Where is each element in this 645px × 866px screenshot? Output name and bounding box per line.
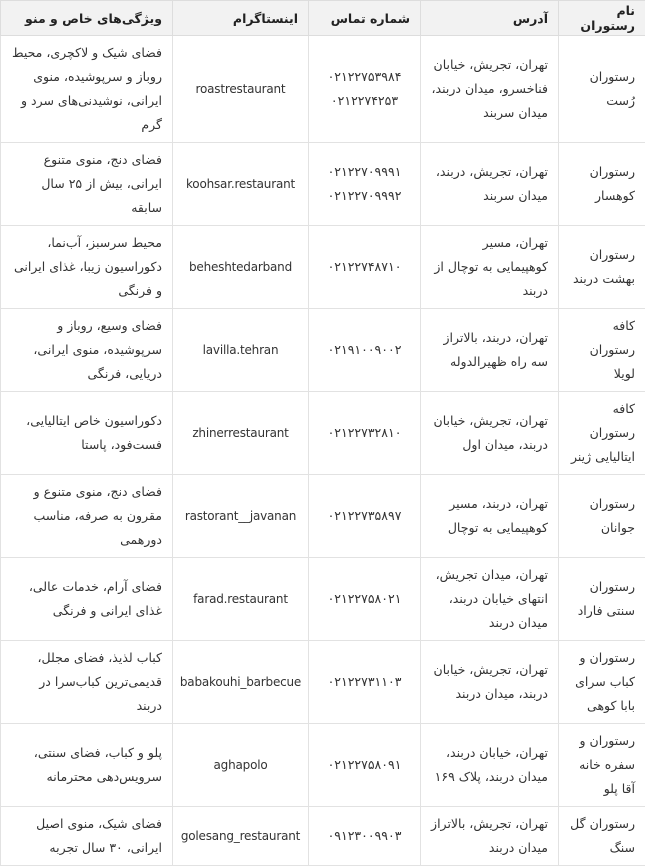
header-features: ویژگی‌های خاص و منو [1, 1, 173, 36]
phone-number: ۰۲۱۹۱۰۰۹۰۰۲ [319, 338, 410, 362]
cell-instagram: zhinerrestaurant [173, 392, 309, 475]
cell-features: فضای شیک، منوی اصیل ایرانی، ۳۰ سال تجربه [1, 807, 173, 866]
cell-address: تهران، دربند، مسیر کوهپیمایی به توچال [421, 475, 559, 558]
header-phone: شماره تماس [309, 1, 421, 36]
table-row [1, 226, 645, 309]
cell-name: رستوران بهشت دربند [559, 226, 645, 309]
cell-features: محیط سرسبز، آب‌نما، دکوراسیون زیبا، غذای ایرانی و فرنگی [1, 226, 173, 309]
cell-address: تهران، تجریش، دربند، میدان سربند [421, 143, 559, 226]
cell-address: تهران، مسیر کوهپیمایی به توچال از دربند [421, 226, 559, 309]
table-header [1, 1, 645, 36]
cell-phone [309, 475, 421, 558]
cell-instagram: rastorant__javanan [173, 475, 309, 558]
cell-phone [309, 392, 421, 475]
cell-address: تهران، تجریش، خیابان دربند، میدان اول [421, 392, 559, 475]
phone-number: ۰۲۱۲۲۷۵۸۰۹۱ [319, 753, 410, 777]
cell-instagram: roastrestaurant [173, 36, 309, 143]
cell-phone [309, 558, 421, 641]
cell-features: کباب لذیذ، فضای مجلل، قدیمی‌ترین کباب‌سرا در دربند [1, 641, 173, 724]
cell-name: رستوران و سفره خانه آقا پلو [559, 724, 645, 807]
cell-address: تهران، تجریش، بالاتراز میدان دربند [421, 807, 559, 866]
cell-name: کافه رستوران لویلا [559, 309, 645, 392]
cell-name: رستوران رُست [559, 36, 645, 143]
cell-phone [309, 641, 421, 724]
cell-name: رستوران کوهسار [559, 143, 645, 226]
phone-number: ۰۹۱۲۳۰۰۹۹۰۳ [319, 824, 410, 848]
header-name: نام رستوران [559, 1, 645, 36]
table-row [1, 807, 645, 866]
cell-features: فضای آرام، خدمات عالی، غذای ایرانی و فرنگی [1, 558, 173, 641]
table-row [1, 143, 645, 226]
phone-number: ۰۲۱۲۲۷۴۲۵۳ [319, 89, 410, 113]
cell-features: فضای شیک و لاکچری، محیط روباز و سرپوشیده، منوی ایرانی، نوشیدنی‌های سرد و گرم [1, 36, 173, 143]
cell-phone [309, 226, 421, 309]
cell-name: رستوران گل سنگ [559, 807, 645, 866]
cell-address: تهران، تجریش، خیابان فناخسرو، میدان دربند، میدان سربند [421, 36, 559, 143]
cell-name: رستوران جوانان [559, 475, 645, 558]
table-row [1, 558, 645, 641]
cell-phone [309, 143, 421, 226]
phone-number: ۰۲۱۲۲۷۴۸۷۱۰ [319, 255, 410, 279]
cell-address: تهران، تجریش، خیابان دربند، میدان دربند [421, 641, 559, 724]
cell-features: فضای دنج، منوی متنوع ایرانی، بیش از ۲۵ سال سابقه [1, 143, 173, 226]
phone-number: ۰۲۱۲۲۷۳۲۸۱۰ [319, 421, 410, 445]
header-address: آدرس [421, 1, 559, 36]
cell-instagram: beheshtedarband [173, 226, 309, 309]
cell-phone [309, 807, 421, 866]
table-row [1, 724, 645, 807]
cell-address: تهران، میدان تجریش، انتهای خیابان دربند، میدان دربند [421, 558, 559, 641]
cell-name: رستوران و کباب سرای بابا کوهی [559, 641, 645, 724]
cell-phone [309, 309, 421, 392]
cell-phone [309, 36, 421, 143]
header-instagram: اینستاگرام [173, 1, 309, 36]
cell-instagram: lavilla.tehran [173, 309, 309, 392]
cell-name: رستوران سنتی فاراد [559, 558, 645, 641]
table-row [1, 641, 645, 724]
phone-number: ۰۲۱۲۲۷۰۹۹۹۲ [319, 184, 410, 208]
table-row [1, 392, 645, 475]
cell-features: پلو و کباب، فضای سنتی، سرویس‌دهی محترمانه [1, 724, 173, 807]
phone-number: ۰۲۱۲۲۷۳۱۱۰۳ [319, 670, 410, 694]
cell-instagram: babakouhi_barbecue [173, 641, 309, 724]
phone-number: ۰۲۱۲۲۷۵۳۹۸۴ [319, 65, 410, 89]
phone-number: ۰۲۱۲۲۷۵۸۰۲۱ [319, 587, 410, 611]
cell-instagram: aghapolo [173, 724, 309, 807]
table-row [1, 36, 645, 143]
cell-features: فضای دنج، منوی متنوع و مقرون به صرفه، مناسب دورهمی [1, 475, 173, 558]
cell-features: فضای وسیع، روباز و سرپوشیده، منوی ایرانی، دریایی، فرنگی [1, 309, 173, 392]
cell-instagram: koohsar.restaurant [173, 143, 309, 226]
cell-instagram: golesang_restaurant [173, 807, 309, 866]
table-row [1, 309, 645, 392]
cell-features: دکوراسیون خاص ایتالیایی، فست‌فود، پاستا [1, 392, 173, 475]
phone-number: ۰۲۱۲۲۷۰۹۹۹۱ [319, 160, 410, 184]
cell-instagram: farad.restaurant [173, 558, 309, 641]
cell-address: تهران، دربند، بالاتراز سه راه ظهیرالدوله [421, 309, 559, 392]
cell-name: کافه رستوران ایتالیایی ژینر [559, 392, 645, 475]
phone-number: ۰۲۱۲۲۷۳۵۸۹۷ [319, 504, 410, 528]
cell-address: تهران، خیابان دربند، میدان دربند، پلاک ۱۶۹ [421, 724, 559, 807]
cell-phone [309, 724, 421, 807]
table-row [1, 475, 645, 558]
